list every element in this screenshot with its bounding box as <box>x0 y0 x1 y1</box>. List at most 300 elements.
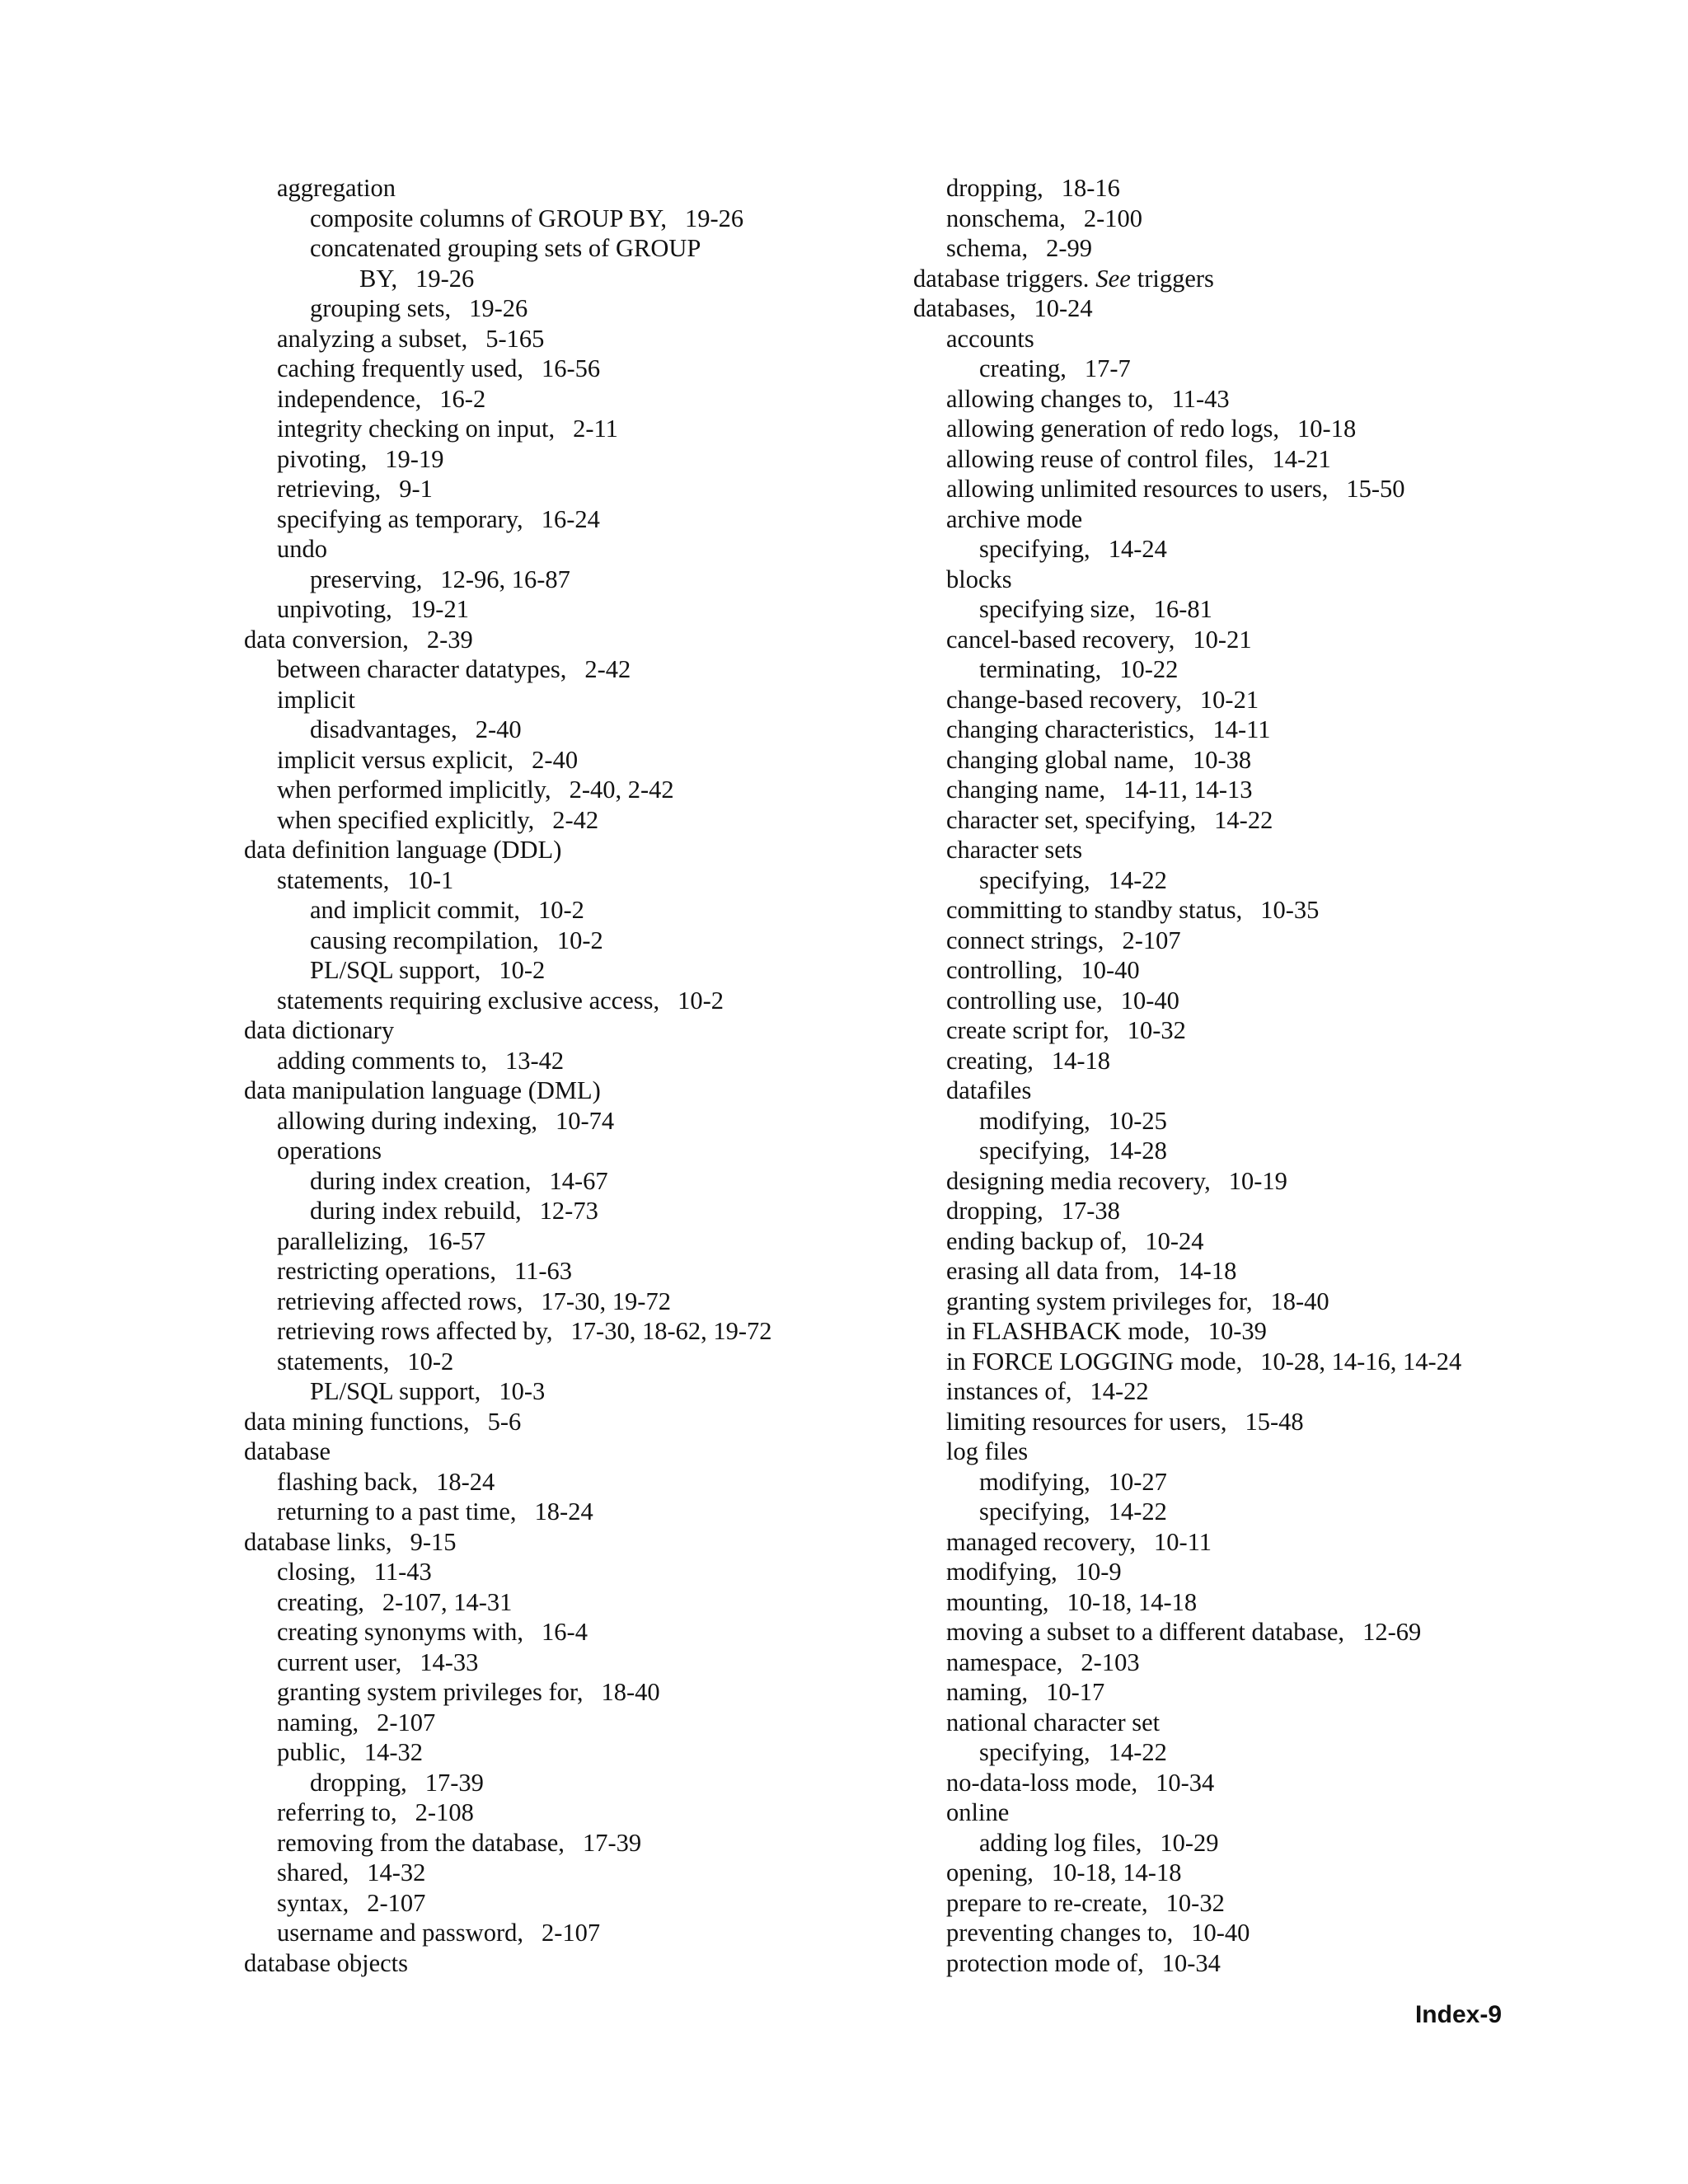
page-references[interactable]: 19-26 <box>469 294 528 322</box>
index-term: opening, <box>946 1858 1034 1886</box>
index-term: allowing unlimited resources to users, <box>946 475 1329 503</box>
index-term: closing, <box>277 1558 356 1586</box>
index-entry <box>244 625 879 655</box>
see-reference-target[interactable]: triggers <box>1137 264 1214 293</box>
page-references[interactable]: 15-48 <box>1245 1407 1304 1436</box>
index-term: ending backup of, <box>946 1226 1128 1255</box>
index-term: specifying, <box>979 535 1090 563</box>
page-references[interactable]: 13-42 <box>504 1046 565 1075</box>
page-references[interactable]: 2-100 <box>1083 204 1143 232</box>
index-entry <box>244 1347 879 1377</box>
page-references[interactable]: 14-11, 14-13 <box>1123 776 1253 804</box>
index-entry <box>913 1226 1490 1257</box>
index-entry <box>913 685 1490 715</box>
index-term: username and password, <box>277 1919 523 1947</box>
index-entry <box>244 1376 879 1407</box>
page-references[interactable]: 19-19 <box>385 444 444 473</box>
index-term: changing name, <box>946 776 1106 804</box>
index-term: during index creation, <box>310 1166 532 1195</box>
index-term: terminating, <box>979 655 1102 683</box>
index-term: concatenated grouping sets of GROUP <box>310 234 701 262</box>
index-entry <box>244 745 879 776</box>
page-references[interactable]: 19-26 <box>684 204 744 232</box>
index-term: data conversion, <box>244 625 409 654</box>
index-term: granting system privileges for, <box>277 1678 584 1706</box>
index-term: specifying, <box>979 1137 1090 1165</box>
page-references[interactable]: 10-35 <box>1260 896 1320 924</box>
index-term: naming, <box>946 1678 1029 1706</box>
index-entry <box>244 1436 879 1467</box>
page-references[interactable]: 2-107, 14-31 <box>382 1587 513 1616</box>
index-entry <box>913 926 1490 956</box>
page-references[interactable]: 2-107 <box>367 1888 426 1917</box>
index-entry <box>244 986 879 1016</box>
index-term: syntax, <box>277 1888 349 1917</box>
index-entry <box>244 1046 879 1076</box>
page-references[interactable]: 17-39 <box>424 1768 484 1797</box>
index-entry <box>244 293 879 324</box>
page-references[interactable]: 10-40 <box>1081 956 1140 984</box>
page-references[interactable]: 16-24 <box>541 504 600 533</box>
index-entry <box>913 1407 1490 1437</box>
index-term: flashing back, <box>277 1467 419 1496</box>
page-references[interactable]: 14-32 <box>367 1858 426 1886</box>
page-references[interactable]: 11-43 <box>1171 384 1230 413</box>
index-term: analyzing a subset, <box>277 324 468 353</box>
index-term: preventing changes to, <box>946 1919 1174 1947</box>
index-term: parallelizing, <box>277 1226 410 1255</box>
index-term: nonschema, <box>946 204 1066 232</box>
page-references[interactable]: 10-29 <box>1160 1828 1219 1857</box>
index-entry <box>244 1708 879 1738</box>
index-entry <box>913 1948 1490 1979</box>
index-entry <box>244 204 879 234</box>
index-term: national character set <box>946 1708 1160 1736</box>
index-term: log files <box>946 1437 1029 1465</box>
index-entry <box>244 895 879 926</box>
page-references[interactable]: 10-39 <box>1207 1317 1267 1345</box>
index-entry <box>244 1136 879 1166</box>
index-entry <box>244 1497 879 1527</box>
index-entry <box>244 1858 879 1888</box>
index-term: namespace, <box>946 1647 1063 1676</box>
index-entry <box>913 1858 1490 1888</box>
index-term: prepare to re-create, <box>946 1888 1148 1917</box>
index-entry <box>913 444 1490 475</box>
page-references[interactable]: 10-2 <box>537 896 584 924</box>
index-term: accounts <box>946 324 1034 353</box>
index-term: retrieving, <box>277 475 382 503</box>
index-term: database <box>244 1437 331 1465</box>
index-term: adding comments to, <box>277 1046 487 1075</box>
page-references[interactable]: 9-1 <box>399 475 433 503</box>
index-term: specifying as temporary, <box>277 504 523 533</box>
index-term: create script for, <box>946 1016 1109 1044</box>
page-references[interactable]: 12-69 <box>1362 1618 1422 1646</box>
index-entry <box>913 1286 1490 1317</box>
index-term: pivoting, <box>277 444 368 473</box>
page-references[interactable]: 2-39 <box>426 625 473 654</box>
index-entry <box>913 1256 1490 1286</box>
index-term: data dictionary <box>244 1016 395 1044</box>
index-term: creating, <box>277 1587 364 1616</box>
page-references[interactable]: 14-22 <box>1108 1738 1167 1766</box>
page-references[interactable]: 14-21 <box>1272 444 1331 473</box>
page-references[interactable]: 2-107 <box>541 1919 601 1947</box>
page-references[interactable]: 12-96, 16-87 <box>440 565 570 593</box>
index-entry <box>913 1136 1490 1166</box>
page-references[interactable]: 14-67 <box>549 1166 608 1195</box>
index-term: allowing generation of redo logs, <box>946 415 1280 443</box>
index-term: database triggers. <box>913 264 1090 293</box>
page-references[interactable]: 14-22 <box>1090 1377 1149 1405</box>
page-references[interactable]: 10-2 <box>556 926 603 954</box>
index-entry <box>244 264 879 294</box>
index-entry <box>913 1015 1490 1046</box>
page-references[interactable]: 16-4 <box>542 1618 588 1646</box>
page-references[interactable]: 10-18 <box>1297 415 1357 443</box>
page-references[interactable]: 14-28 <box>1108 1137 1167 1165</box>
index-term: instances of, <box>946 1377 1072 1405</box>
index-entry <box>913 1617 1490 1647</box>
index-entry <box>244 1948 879 1979</box>
index-term: managed recovery, <box>946 1527 1137 1556</box>
page-references[interactable]: 5-165 <box>485 324 545 353</box>
index-term: mounting, <box>946 1587 1049 1616</box>
index-entry <box>913 895 1490 926</box>
index-term: data mining functions, <box>244 1407 470 1436</box>
index-entry <box>244 654 879 685</box>
index-entry <box>913 1587 1490 1618</box>
index-entry <box>913 835 1490 865</box>
index-term: removing from the database, <box>277 1828 565 1857</box>
index-entry <box>244 173 879 204</box>
index-term: allowing changes to, <box>946 384 1154 413</box>
index-term: causing recompilation, <box>310 926 539 954</box>
index-term: retrieving rows affected by, <box>277 1317 553 1345</box>
index-entry <box>913 594 1490 625</box>
index-term: specifying, <box>979 1497 1090 1526</box>
index-entry <box>244 1888 879 1919</box>
index-entry <box>244 865 879 896</box>
index-term: when performed implicitly, <box>277 776 551 804</box>
page-references[interactable]: 12-73 <box>539 1197 598 1225</box>
index-entry <box>913 1797 1490 1828</box>
index-term: statements, <box>277 1347 390 1376</box>
page-references[interactable]: 5-6 <box>487 1407 522 1436</box>
index-entry <box>913 1166 1490 1197</box>
index-term: no-data-loss mode, <box>946 1768 1138 1797</box>
index-entry <box>913 1918 1490 1948</box>
index-entry <box>913 1888 1490 1919</box>
page-references[interactable]: 10-34 <box>1156 1768 1215 1797</box>
page-references[interactable]: 14-24 <box>1108 535 1167 563</box>
index-entry <box>913 654 1490 685</box>
index-entry <box>913 1076 1490 1106</box>
index-term: specifying size, <box>979 595 1136 623</box>
index-entry <box>244 414 879 444</box>
index-term: erasing all data from, <box>946 1257 1160 1285</box>
index-term: disadvantages, <box>310 715 457 743</box>
index-entry <box>244 474 879 504</box>
page-references[interactable]: 10-11 <box>1154 1527 1212 1556</box>
page-references[interactable]: 10-32 <box>1127 1016 1186 1044</box>
index-entry <box>913 1347 1490 1377</box>
page-references[interactable]: 16-81 <box>1153 595 1212 623</box>
index-term: connect strings, <box>946 926 1104 954</box>
index-entry <box>244 955 879 986</box>
index-term: current user, <box>277 1647 402 1676</box>
page-references[interactable]: 2-108 <box>415 1798 474 1826</box>
page-references[interactable]: 10-21 <box>1193 625 1252 654</box>
index-entry <box>244 1768 879 1798</box>
page-references[interactable]: 10-38 <box>1192 745 1252 774</box>
index-term: adding log files, <box>979 1828 1142 1857</box>
page-references[interactable]: 9-15 <box>410 1527 457 1556</box>
index-entry <box>244 805 879 836</box>
index-term: moving a subset to a different database, <box>946 1618 1345 1646</box>
page-references[interactable]: 15-50 <box>1346 475 1405 503</box>
index-term: databases, <box>913 294 1016 322</box>
page-references[interactable]: 10-34 <box>1161 1948 1221 1977</box>
page-references[interactable]: 2-99 <box>1046 234 1093 262</box>
page-references[interactable]: 2-42 <box>584 655 631 683</box>
index-entry <box>913 324 1490 354</box>
index-term: modifying, <box>946 1558 1057 1586</box>
index-entry <box>244 444 879 475</box>
index-entry <box>913 204 1490 234</box>
page-references[interactable]: 19-26 <box>415 264 475 293</box>
page-references[interactable]: 10-28, 14-16, 14-24 <box>1260 1347 1462 1376</box>
index-entry <box>913 1557 1490 1587</box>
index-entry <box>913 715 1490 745</box>
page-references[interactable]: 10-18, 14-18 <box>1051 1858 1182 1886</box>
index-entry <box>244 1256 879 1286</box>
index-entry <box>244 1617 879 1647</box>
index-term: creating synonyms with, <box>277 1618 524 1646</box>
page-references[interactable]: 17-30, 18-62, 19-72 <box>570 1317 772 1345</box>
page-references[interactable]: 2-40, 2-42 <box>569 776 674 804</box>
index-entry <box>244 1527 879 1558</box>
page-references[interactable]: 17-7 <box>1084 354 1131 382</box>
index-entry <box>244 1196 879 1226</box>
index-entry <box>913 173 1490 204</box>
index-term: character set, specifying, <box>946 805 1197 834</box>
index-term: and implicit commit, <box>310 896 520 924</box>
index-term: granting system privileges for, <box>946 1286 1253 1315</box>
index-term: restricting operations, <box>277 1257 496 1285</box>
index-term: designing media recovery, <box>946 1166 1211 1195</box>
page-references[interactable]: 2-107 <box>377 1708 436 1736</box>
index-entry <box>913 1527 1490 1558</box>
index-entry <box>913 1647 1490 1678</box>
index-entry <box>913 1046 1490 1076</box>
index-entry <box>244 1316 879 1347</box>
index-term: aggregation <box>277 174 396 202</box>
index-entry <box>913 1677 1490 1708</box>
index-entry <box>244 1286 879 1317</box>
index-entry <box>913 414 1490 444</box>
index-term: PL/SQL support, <box>310 956 481 984</box>
index-term: database links, <box>244 1527 392 1556</box>
index-entry <box>913 955 1490 986</box>
index-entry <box>913 745 1490 776</box>
page-references[interactable]: 16-2 <box>439 384 486 413</box>
page-references[interactable]: 10-2 <box>499 956 546 984</box>
index-entry <box>244 926 879 956</box>
index-entry <box>913 384 1490 415</box>
page-references[interactable]: 10-40 <box>1120 986 1179 1015</box>
index-entry <box>913 1737 1490 1768</box>
index-entry <box>913 1106 1490 1137</box>
index-entry <box>913 474 1490 504</box>
index-term: dropping, <box>946 1197 1043 1225</box>
page-references[interactable]: 10-2 <box>407 1347 454 1376</box>
page-references[interactable]: 16-56 <box>541 354 601 382</box>
index-term: implicit versus explicit, <box>277 745 514 774</box>
index-term: in FLASHBACK mode, <box>946 1317 1190 1345</box>
page-references[interactable]: 10-9 <box>1075 1558 1122 1586</box>
index-term: retrieving affected rows, <box>277 1286 523 1315</box>
index-term: independence, <box>277 384 422 413</box>
page-references[interactable]: 14-18 <box>1178 1257 1237 1285</box>
index-term: allowing reuse of control files, <box>946 444 1254 473</box>
index-entry <box>244 233 879 264</box>
index-entry <box>244 1647 879 1678</box>
index-term: during index rebuild, <box>310 1197 522 1225</box>
index-term: committing to standby status, <box>946 896 1243 924</box>
page-references[interactable]: 11-63 <box>513 1257 572 1285</box>
index-term: modifying, <box>979 1467 1090 1496</box>
page-references[interactable]: 10-19 <box>1228 1166 1287 1195</box>
index-term: undo <box>277 535 327 563</box>
index-term: caching frequently used, <box>277 354 523 382</box>
index-term: allowing during indexing, <box>277 1106 537 1135</box>
index-entry <box>244 1737 879 1768</box>
page-references[interactable]: 19-21 <box>410 595 469 623</box>
page-references[interactable]: 2-107 <box>1122 926 1181 954</box>
index-entry <box>913 865 1490 896</box>
index-term: archive mode <box>946 504 1083 533</box>
index-term: between character datatypes, <box>277 655 567 683</box>
page-references[interactable]: 10-18, 14-18 <box>1067 1587 1198 1616</box>
index-entry <box>244 565 879 595</box>
page-references[interactable]: 10-17 <box>1046 1678 1105 1706</box>
page-references[interactable]: 17-39 <box>582 1828 642 1857</box>
index-term: unpivoting, <box>277 595 392 623</box>
index-term: change-based recovery, <box>946 685 1182 714</box>
index-entry <box>913 1828 1490 1858</box>
page-references[interactable]: 10-40 <box>1191 1919 1250 1947</box>
page-references[interactable]: 18-40 <box>1270 1286 1329 1315</box>
index-term: limiting resources for users, <box>946 1407 1227 1436</box>
page-references[interactable]: 2-40 <box>532 745 579 774</box>
index-entry <box>244 1015 879 1046</box>
page-references[interactable]: 10-22 <box>1119 655 1179 683</box>
index-term: datafiles <box>946 1076 1032 1104</box>
index-term: returning to a past time, <box>277 1497 517 1526</box>
index-term: protection mode of, <box>946 1948 1144 1977</box>
index-entry <box>913 805 1490 836</box>
page-references[interactable]: 18-16 <box>1061 174 1120 202</box>
index-entry <box>244 534 879 565</box>
page-references[interactable]: 14-11 <box>1212 715 1271 743</box>
index-entry <box>913 775 1490 805</box>
index-term: statements, <box>277 865 390 894</box>
page-references[interactable]: 10-1 <box>407 865 454 894</box>
page-references[interactable]: 18-40 <box>601 1678 660 1706</box>
index-term: grouping sets, <box>310 294 452 322</box>
index-entry <box>244 1226 879 1257</box>
index-entry <box>913 354 1490 384</box>
index-entry <box>913 293 1490 324</box>
page-references[interactable]: 10-74 <box>555 1106 615 1135</box>
page-references[interactable]: 18-24 <box>436 1467 495 1496</box>
page-references[interactable]: 16-57 <box>427 1226 486 1255</box>
page-references[interactable]: 17-30, 19-72 <box>541 1286 671 1315</box>
index-entry <box>913 534 1490 565</box>
index-term: modifying, <box>979 1106 1090 1135</box>
page-references[interactable]: 11-43 <box>373 1558 432 1586</box>
index-entry <box>913 1196 1490 1226</box>
index-entry <box>913 1436 1490 1467</box>
page-references[interactable]: 18-24 <box>534 1497 593 1526</box>
index-term: preserving, <box>310 565 423 593</box>
page-references[interactable]: 2-40 <box>475 715 522 743</box>
page-references[interactable]: 14-33 <box>420 1647 479 1676</box>
page-references[interactable]: 14-22 <box>1214 805 1273 834</box>
index-term: naming, <box>277 1708 359 1736</box>
index-entry <box>913 625 1490 655</box>
page-references[interactable]: 14-22 <box>1108 1497 1167 1526</box>
index-entry <box>913 1768 1490 1798</box>
index-term: integrity checking on input, <box>277 415 556 443</box>
index-entry <box>913 1497 1490 1527</box>
index-term: in FORCE LOGGING mode, <box>946 1347 1243 1376</box>
index-term: controlling use, <box>946 986 1103 1015</box>
index-entry <box>913 565 1490 595</box>
page-references[interactable]: 10-32 <box>1165 1888 1225 1917</box>
index-term: shared, <box>277 1858 349 1886</box>
index-term: character sets <box>946 836 1083 864</box>
page-references[interactable]: 10-24 <box>1145 1226 1204 1255</box>
page-references[interactable]: 10-2 <box>678 986 724 1015</box>
index-term: specifying, <box>979 865 1090 894</box>
page-references[interactable]: 17-38 <box>1061 1197 1120 1225</box>
index-entry <box>244 775 879 805</box>
page-references[interactable]: 14-22 <box>1108 865 1167 894</box>
index-term: dropping, <box>310 1768 407 1797</box>
index-entry <box>913 1467 1490 1497</box>
page-references[interactable]: 10-3 <box>499 1377 546 1405</box>
page-references[interactable]: 10-24 <box>1034 294 1093 322</box>
page-references[interactable]: 10-21 <box>1199 685 1259 714</box>
page-references[interactable]: 10-27 <box>1108 1467 1167 1496</box>
page-footer-label: Index-9 <box>1414 2001 1502 2028</box>
index-term: controlling, <box>946 956 1063 984</box>
index-entry <box>244 1106 879 1137</box>
index-term: BY, <box>359 264 398 293</box>
index-term: specifying, <box>979 1738 1090 1766</box>
page-references[interactable]: 10-25 <box>1108 1106 1167 1135</box>
page-references[interactable]: 2-11 <box>573 415 618 443</box>
index-term: when specified explicitly, <box>277 805 535 834</box>
page-references[interactable]: 2-103 <box>1081 1647 1140 1676</box>
page-references[interactable]: 2-42 <box>552 805 599 834</box>
index-entry <box>244 715 879 745</box>
page-references[interactable]: 14-18 <box>1051 1046 1111 1075</box>
page-references[interactable]: 14-32 <box>363 1738 424 1766</box>
